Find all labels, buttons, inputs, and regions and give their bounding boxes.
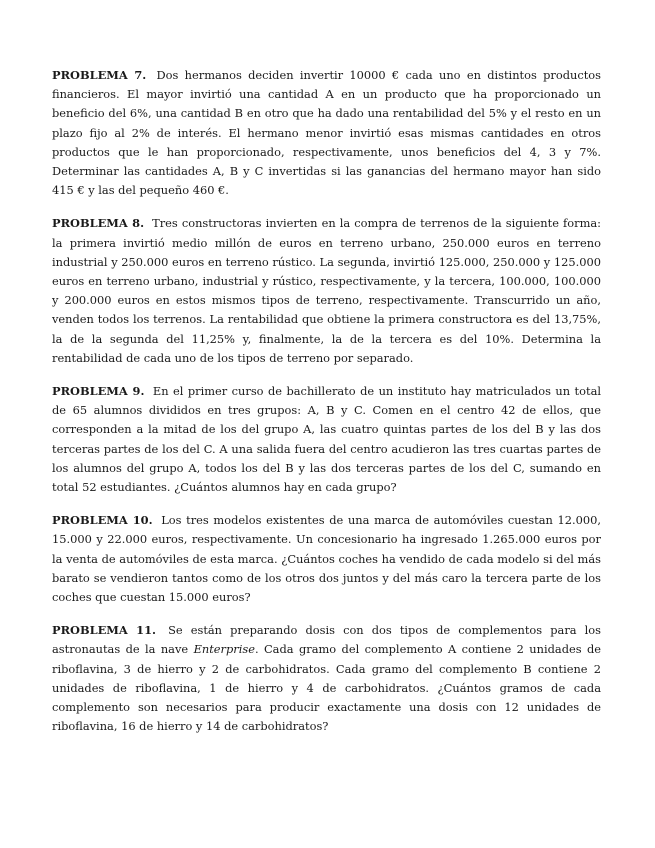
- problem-11: [52, 621, 601, 736]
- problem-10: [52, 511, 601, 607]
- problem-8-label: PROBLEMA 8.: [52, 216, 145, 231]
- problem-9-label: PROBLEMA 9.: [52, 384, 145, 399]
- problem-7-text: Dos hermanos deciden invertir 10000 € cada uno en distintos productos financieros. El mayor invirtió una cantidad A en un producto que ha proporcionado un beneficio del 6%, una cantidad B en otro que ha dado una rentabilidad del 5% y el resto en un plazo fijo al 2% de interés. El hermano menor invirtió esas mismas cantidades en otros productos que le han proporcionado, respectivamente, unos beneficios del 4, 3 y 7%. Determinar las cantidades A, B y C invertidas si las ganancias del hermano mayor han sido 415 € y las del pequeño 460 €.: [52, 68, 601, 198]
- problem-11-text-before: Se están preparando dosis con dos tipos de complementos para los astronautas de la nave: [52, 623, 601, 657]
- problem-9: [52, 382, 601, 497]
- problem-11-label: PROBLEMA 11.: [52, 623, 156, 638]
- problem-8: [52, 214, 601, 368]
- problem-10-text: Los tres modelos existentes de una marca de automóviles cuestan 12.000, 15.000 y 22.000 euros, respectivamente. Un concesionario ha ingresado 1.265.000 euros por la venta de automóviles de esta marca. ¿Cuántos coches ha vendido de cada modelo si del más barato se vendieron tantos como de los otros dos juntos y del más caro la tercera parte de los coches que cuestan 15.000 euros?: [52, 513, 601, 605]
- problem-8-text: Tres constructoras invierten en la compra de terrenos de la siguiente forma: la primera invirtió medio millón de euros en terreno urbano, 250.000 euros en terreno industrial y 250.000 euros en terreno rústico. La segunda, invirtió 125.000, 250.000 y 125.000 euros en terreno urbano, industrial y rústico, respectivamente, y la tercera, 100.000, 100.000 y 200.000 euros en estos mismos tipos de terreno, respectivamente. Transcurrido un año, venden todos los terrenos. La rentabilidad que obtiene la primera constructora es del 13,75%, la de la segunda del 11,25% y, finalmente, la de la tercera es del 10%. Determina la rentabilidad de cada uno de los tipos de terreno por separado.: [52, 216, 601, 365]
- problem-10-label: PROBLEMA 10.: [52, 513, 153, 528]
- problem-11-ship-name: Enterprise: [193, 642, 255, 657]
- problem-9-text: En el primer curso de bachillerato de un instituto hay matriculados un total de 65 alumnos divididos en tres grupos: A, B y C. Comen en el centro 42 de ellos, que corresponden a la mitad de los del grupo A, las cuatro quintas partes de los del B y las dos terceras partes de los del C. A una salida fuera del centro acudieron las tres cuartas partes de los alumnos del grupo A, todos los del B y las dos terceras partes de los del C, sumando en total 52 estudiantes. ¿Cuántos alumnos hay en cada grupo?: [52, 384, 602, 495]
- problem-7-label: PROBLEMA 7.: [52, 68, 147, 82]
- problem-7: [52, 66, 601, 200]
- problem-11-text-after: . Cada gramo del complemento A contiene 2 unidades de riboflavina, 3 de hierro y 2 de carbohidratos. Cada gramo del complemento B contiene 2 unidades de riboflavina, 1 de hierro y 4 de carbohidratos. ¿Cuántos gramos de cada complemento son necesarios para producir exactamente una dosis con 12 unidades de riboflavina, 16 de hierro y 14 de carbohidratos?: [52, 642, 601, 734]
- document-page: [52, 66, 601, 751]
